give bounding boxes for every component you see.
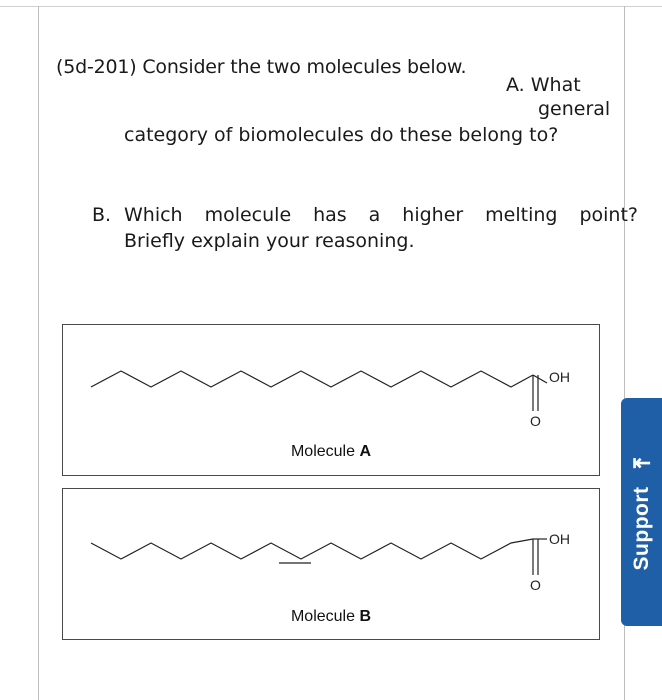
support-label: Support <box>629 486 653 571</box>
part-a-text: category of biomolecules do these belong to? <box>124 124 559 146</box>
oh-label: OH <box>549 531 570 547</box>
molecule-a-label: Molecule A <box>290 443 372 460</box>
part-b-text-2: Briefly explain your reasoning. <box>124 230 415 252</box>
part-b-text: Which molecule has a higher melting point? <box>124 204 638 226</box>
support-button[interactable] <box>621 398 662 626</box>
question-intro: (5d-201) Consider the two molecules below. <box>56 56 467 78</box>
arrow-to-top-icon: ⇤ <box>632 450 651 476</box>
part-a-marker: A. What <box>506 74 581 96</box>
o-label: O <box>530 577 541 593</box>
part-a-line: general <box>538 98 611 120</box>
molecule-a-box <box>62 324 600 476</box>
top-rule <box>0 6 662 7</box>
left-border <box>38 6 39 700</box>
oh-label: OH <box>549 369 570 385</box>
part-b-marker: B. <box>92 204 112 226</box>
molecule-b-box <box>62 488 600 640</box>
molecule-b-label: Molecule B <box>290 608 372 625</box>
o-label: O <box>530 413 541 429</box>
